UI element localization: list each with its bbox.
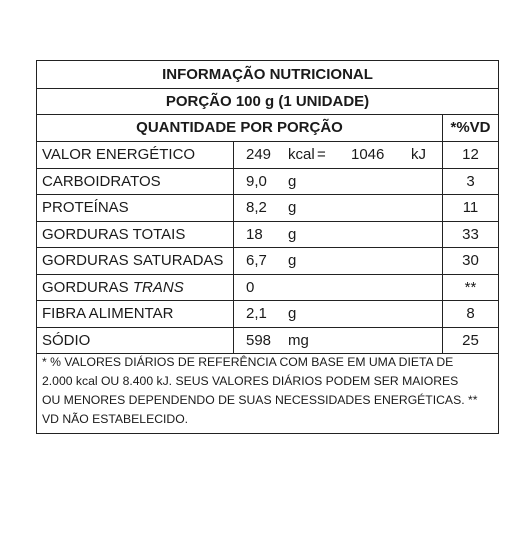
- nutrient-row-energy: [37, 142, 498, 169]
- footnote: [42, 353, 494, 429]
- nutrient-vd: **: [442, 275, 498, 301]
- footnote-line: 2.000 kcal OU 8.400 kJ. SEUS VALORES DIÁRIOS PODEM SER MAIORES: [42, 374, 459, 388]
- nutrient-row-carbs: [37, 169, 498, 196]
- vd-header: *%VD: [442, 115, 498, 141]
- nutrient-row-total-fat: [37, 222, 498, 249]
- nutrient-name: CARBOIDRATOS: [42, 172, 161, 190]
- nutrient-amount: [233, 328, 442, 354]
- nutrient-name-italic: TRANS: [132, 278, 184, 296]
- nutrient-vd: 33: [442, 222, 498, 248]
- amount-value-kj: 1046: [351, 146, 385, 163]
- nutrient-amount: [233, 169, 442, 195]
- nutrient-vd: 25: [442, 328, 498, 354]
- nutrition-facts-table: [36, 60, 499, 434]
- nutrient-vd: 30: [442, 248, 498, 274]
- nutrient-name: VALOR ENERGÉTICO: [42, 146, 196, 163]
- nutrient-amount: [233, 248, 442, 274]
- amount-value: 249: [246, 146, 272, 163]
- amount-unit: g: [288, 252, 297, 269]
- nutrient-row-protein: [37, 195, 498, 222]
- nutrient-name: FIBRA ALIMENTAR: [42, 305, 174, 322]
- nutrient-amount: [233, 195, 442, 221]
- nutrient-row-sodium: [37, 328, 498, 355]
- amount-unit: g: [288, 225, 297, 243]
- portion-size: PORÇÃO 100 g (1 UNIDADE): [37, 89, 498, 115]
- amount-value: 6,7: [246, 252, 267, 269]
- nutrient-amount: [233, 275, 442, 301]
- nutrient-vd: 12: [442, 142, 498, 168]
- nutrient-name: SÓDIO: [42, 331, 91, 349]
- amount-value: 2,1: [246, 305, 267, 322]
- quantity-header: QUANTIDADE POR PORÇÃO: [136, 119, 343, 136]
- nutrient-row-fiber: [37, 301, 498, 328]
- amount-unit: mg: [288, 331, 309, 349]
- nutrient-row-saturated-fat: [37, 248, 498, 275]
- table-header: [37, 115, 498, 142]
- amount-unit-kj: kJ: [411, 146, 426, 163]
- footnote-line: OU MENORES DEPENDENDO DE SUAS NECESSIDADES ENERGÉTICAS. **: [42, 393, 478, 407]
- footnote-line: VD NÃO ESTABELECIDO.: [42, 412, 189, 426]
- nutrient-name: GORDURAS SATURADAS: [42, 252, 224, 269]
- nutrient-vd: 3: [442, 169, 498, 195]
- amount-unit: kcal: [288, 146, 315, 163]
- nutrient-name: PROTEÍNAS: [42, 199, 129, 216]
- equals-sign: =: [317, 146, 326, 163]
- amount-unit: g: [288, 199, 297, 216]
- nutrient-vd: 11: [442, 195, 498, 221]
- nutrient-name: [42, 275, 184, 301]
- nutrient-amount: [233, 222, 442, 248]
- amount-unit: g: [288, 172, 297, 190]
- nutrient-name: GORDURAS TOTAIS: [42, 225, 186, 243]
- table-title: INFORMAÇÃO NUTRICIONAL: [37, 61, 498, 89]
- amount-value: 598: [246, 331, 272, 349]
- nutrient-row-trans-fat: [37, 275, 498, 302]
- nutrient-name-text: GORDURAS: [42, 278, 129, 296]
- amount-value: 9,0: [246, 172, 267, 190]
- amount-value: 8,2: [246, 199, 267, 216]
- nutrient-vd: 8: [442, 301, 498, 327]
- amount-value: 0: [246, 278, 255, 296]
- footnote-line: * % VALORES DIÁRIOS DE REFERÊNCIA COM BASE EM UMA DIETA DE: [42, 355, 454, 369]
- amount-unit: g: [288, 305, 297, 322]
- nutrient-amount: [233, 142, 442, 168]
- amount-value: 18: [246, 225, 263, 243]
- nutrient-amount: [233, 301, 442, 327]
